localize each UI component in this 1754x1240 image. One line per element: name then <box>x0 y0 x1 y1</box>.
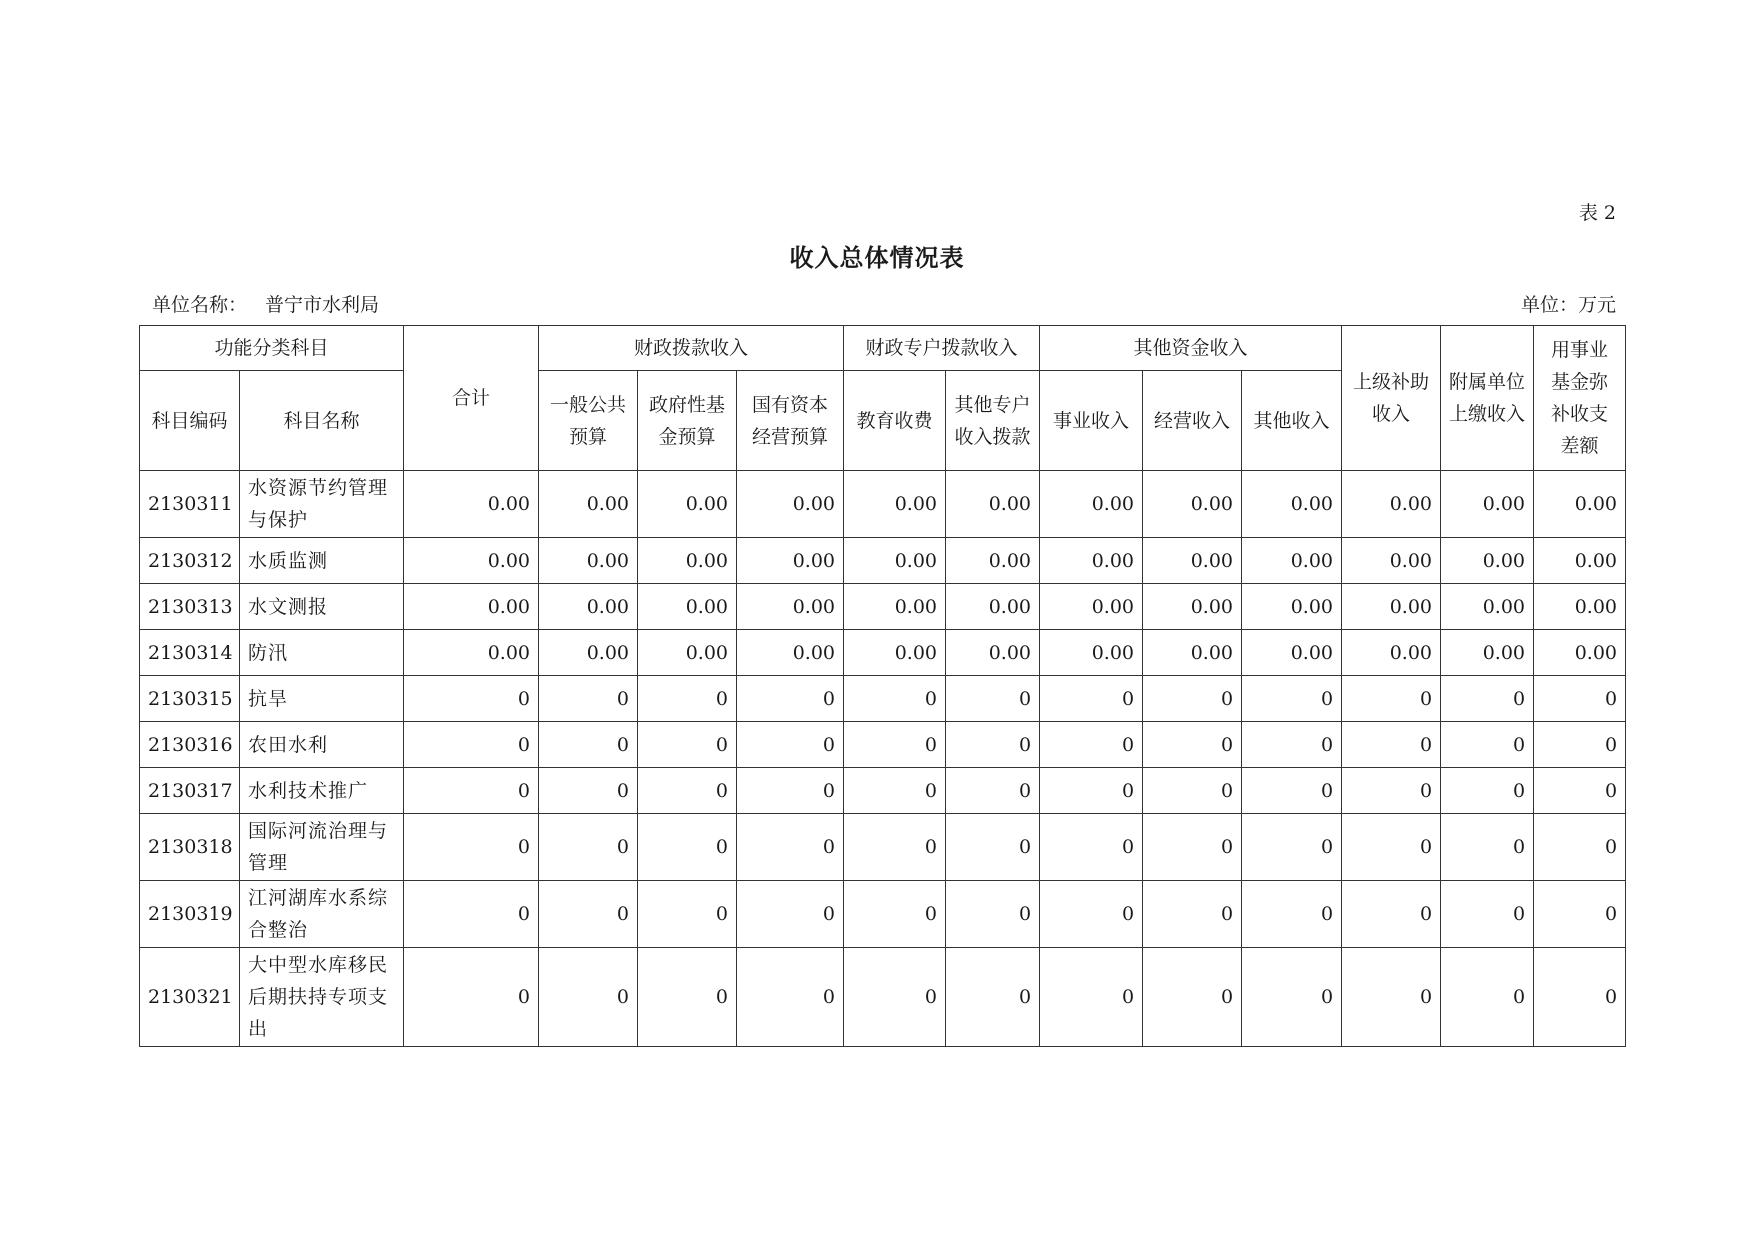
row-value: 0 <box>844 948 946 1047</box>
col-name: 科目名称 <box>240 371 404 471</box>
row-value: 0.00 <box>737 538 844 584</box>
col-general: 一般公共预算 <box>539 371 638 471</box>
row-name: 水文测报 <box>240 584 404 630</box>
row-value: 0 <box>1242 722 1342 768</box>
row-value: 0.00 <box>1342 630 1441 676</box>
row-name: 大中型水库移民后期扶持专项支出 <box>240 948 404 1047</box>
row-value: 0.00 <box>404 584 539 630</box>
row-value: 0 <box>737 768 844 814</box>
row-value: 0 <box>1040 768 1143 814</box>
table-row <box>140 814 1626 881</box>
row-value: 0 <box>1040 948 1143 1047</box>
row-value: 0 <box>1534 768 1626 814</box>
row-value: 0 <box>1242 814 1342 881</box>
row-value: 0 <box>404 722 539 768</box>
row-name: 国际河流治理与管理 <box>240 814 404 881</box>
row-value: 0 <box>737 676 844 722</box>
row-value: 0.00 <box>844 584 946 630</box>
row-code: 2130321 <box>140 948 240 1047</box>
row-value: 0 <box>404 814 539 881</box>
table-row <box>140 881 1626 948</box>
row-value: 0.00 <box>404 471 539 538</box>
row-value: 0.00 <box>1143 584 1242 630</box>
row-value: 0 <box>638 768 737 814</box>
row-value: 0.00 <box>946 630 1040 676</box>
col-other-income: 其他收入 <box>1242 371 1342 471</box>
unit-name-line <box>152 290 379 317</box>
row-value: 0.00 <box>844 630 946 676</box>
table-row <box>140 768 1626 814</box>
row-value: 0 <box>1342 814 1441 881</box>
row-value: 0 <box>1143 881 1242 948</box>
table-row <box>140 584 1626 630</box>
col-code: 科目编码 <box>140 371 240 471</box>
row-value: 0 <box>1143 676 1242 722</box>
row-value: 0 <box>1242 768 1342 814</box>
row-value: 0.00 <box>1040 630 1143 676</box>
row-value: 0.00 <box>1441 538 1534 584</box>
row-code: 2130315 <box>140 676 240 722</box>
row-value: 0 <box>1441 814 1534 881</box>
row-value: 0.00 <box>1143 630 1242 676</box>
row-code: 2130312 <box>140 538 240 584</box>
row-value: 0 <box>539 814 638 881</box>
row-value: 0.00 <box>1040 471 1143 538</box>
unit-name-value: 普宁市水利局 <box>265 294 380 316</box>
row-value: 0 <box>638 881 737 948</box>
row-value: 0 <box>737 814 844 881</box>
row-value: 0.00 <box>844 471 946 538</box>
row-value: 0 <box>638 948 737 1047</box>
row-value: 0.00 <box>1441 471 1534 538</box>
row-value: 0 <box>1441 881 1534 948</box>
col-fund-balance: 用事业基金弥补收支差额 <box>1534 326 1626 471</box>
row-value: 0.00 <box>638 538 737 584</box>
row-value: 0 <box>737 722 844 768</box>
row-value: 0 <box>844 768 946 814</box>
row-value: 0 <box>638 676 737 722</box>
row-value: 0 <box>1534 948 1626 1047</box>
row-value: 0 <box>1040 814 1143 881</box>
row-value: 0.00 <box>1143 471 1242 538</box>
row-value: 0.00 <box>1242 471 1342 538</box>
table-row <box>140 538 1626 584</box>
row-code: 2130319 <box>140 881 240 948</box>
row-value: 0 <box>1143 814 1242 881</box>
row-name: 农田水利 <box>240 722 404 768</box>
row-value: 0 <box>1534 722 1626 768</box>
row-value: 0.00 <box>1040 538 1143 584</box>
row-value: 0.00 <box>638 584 737 630</box>
row-value: 0 <box>946 948 1040 1047</box>
row-value: 0 <box>1342 948 1441 1047</box>
table-row <box>140 948 1626 1047</box>
row-name: 水质监测 <box>240 538 404 584</box>
row-value: 0.00 <box>737 471 844 538</box>
header-row-1 <box>140 326 1626 371</box>
col-operating: 经营收入 <box>1143 371 1242 471</box>
row-name: 抗旱 <box>240 676 404 722</box>
col-state-capital: 国有资本经营预算 <box>737 371 844 471</box>
row-value: 0.00 <box>539 471 638 538</box>
row-value: 0.00 <box>1441 584 1534 630</box>
col-affiliated: 附属单位上缴收入 <box>1441 326 1534 471</box>
row-value: 0 <box>1143 722 1242 768</box>
row-value: 0 <box>638 722 737 768</box>
row-value: 0.00 <box>1143 538 1242 584</box>
row-value: 0.00 <box>946 538 1040 584</box>
row-value: 0 <box>1441 722 1534 768</box>
row-name: 防汛 <box>240 630 404 676</box>
row-value: 0 <box>1242 676 1342 722</box>
row-value: 0 <box>1143 948 1242 1047</box>
row-value: 0 <box>1040 881 1143 948</box>
table-row <box>140 722 1626 768</box>
col-business: 事业收入 <box>1040 371 1143 471</box>
row-code: 2130318 <box>140 814 240 881</box>
row-value: 0.00 <box>1342 471 1441 538</box>
row-value: 0 <box>539 881 638 948</box>
row-value: 0 <box>737 948 844 1047</box>
row-value: 0 <box>1143 768 1242 814</box>
row-value: 0 <box>539 948 638 1047</box>
page-title: 收入总体情况表 <box>789 243 965 272</box>
row-name: 江河湖库水系综合整治 <box>240 881 404 948</box>
row-value: 0 <box>1441 676 1534 722</box>
row-value: 0.00 <box>1534 471 1626 538</box>
table-row <box>140 471 1626 538</box>
table-body <box>140 471 1626 1047</box>
row-value: 0.00 <box>1242 584 1342 630</box>
col-gov-fund: 政府性基金预算 <box>638 371 737 471</box>
income-summary-table <box>139 325 1626 1047</box>
col-fiscal-group: 财政拨款收入 <box>539 326 844 371</box>
row-value: 0 <box>539 768 638 814</box>
row-value: 0.00 <box>404 538 539 584</box>
row-code: 2130313 <box>140 584 240 630</box>
row-value: 0.00 <box>539 630 638 676</box>
row-value: 0 <box>404 676 539 722</box>
table-row <box>140 676 1626 722</box>
unit-name-label: 单位名称： <box>152 294 248 316</box>
row-value: 0 <box>737 881 844 948</box>
row-value: 0 <box>946 768 1040 814</box>
row-value: 0.00 <box>1342 538 1441 584</box>
row-value: 0 <box>404 948 539 1047</box>
row-value: 0 <box>1040 676 1143 722</box>
row-value: 0 <box>1342 722 1441 768</box>
row-value: 0 <box>1534 676 1626 722</box>
row-code: 2130314 <box>140 630 240 676</box>
col-func-group: 功能分类科目 <box>140 326 404 371</box>
row-value: 0 <box>946 881 1040 948</box>
row-value: 0 <box>638 814 737 881</box>
row-value: 0 <box>404 881 539 948</box>
row-value: 0.00 <box>1534 584 1626 630</box>
col-other-special: 其他专户收入拨款 <box>946 371 1040 471</box>
row-value: 0 <box>1342 676 1441 722</box>
table-row <box>140 630 1626 676</box>
row-value: 0.00 <box>1040 584 1143 630</box>
row-value: 0 <box>1441 948 1534 1047</box>
row-value: 0 <box>844 722 946 768</box>
col-total: 合计 <box>404 326 539 471</box>
row-value: 0 <box>1040 722 1143 768</box>
row-value: 0.00 <box>844 538 946 584</box>
row-name: 水利技术推广 <box>240 768 404 814</box>
row-value: 0 <box>844 881 946 948</box>
row-value: 0.00 <box>539 538 638 584</box>
row-value: 0 <box>844 814 946 881</box>
row-value: 0 <box>1534 881 1626 948</box>
row-value: 0.00 <box>1441 630 1534 676</box>
row-value: 0 <box>946 722 1040 768</box>
row-value: 0.00 <box>946 584 1040 630</box>
row-value: 0 <box>1242 881 1342 948</box>
row-code: 2130311 <box>140 471 240 538</box>
col-edu-fee: 教育收费 <box>844 371 946 471</box>
row-value: 0 <box>1342 768 1441 814</box>
row-value: 0.00 <box>737 584 844 630</box>
row-name: 水资源节约管理与保护 <box>240 471 404 538</box>
row-value: 0.00 <box>737 630 844 676</box>
row-value: 0.00 <box>1242 630 1342 676</box>
row-value: 0 <box>1534 814 1626 881</box>
row-value: 0 <box>844 676 946 722</box>
row-value: 0 <box>1242 948 1342 1047</box>
row-value: 0 <box>404 768 539 814</box>
row-value: 0 <box>1342 881 1441 948</box>
row-value: 0.00 <box>638 471 737 538</box>
col-other-group: 其他资金收入 <box>1040 326 1342 371</box>
row-value: 0.00 <box>1242 538 1342 584</box>
row-value: 0 <box>539 722 638 768</box>
row-value: 0 <box>946 814 1040 881</box>
currency-unit: 单位：万元 <box>1520 294 1616 316</box>
row-value: 0.00 <box>539 584 638 630</box>
row-value: 0.00 <box>1534 630 1626 676</box>
table-number: 表 2 <box>1578 202 1616 224</box>
row-value: 0 <box>1441 768 1534 814</box>
row-value: 0.00 <box>946 471 1040 538</box>
col-special-group: 财政专户拨款收入 <box>844 326 1040 371</box>
row-value: 0.00 <box>1342 584 1441 630</box>
row-value: 0.00 <box>404 630 539 676</box>
col-superior: 上级补助收入 <box>1342 326 1441 471</box>
row-value: 0.00 <box>1534 538 1626 584</box>
row-value: 0 <box>539 676 638 722</box>
row-value: 0 <box>946 676 1040 722</box>
row-code: 2130317 <box>140 768 240 814</box>
row-value: 0.00 <box>638 630 737 676</box>
row-code: 2130316 <box>140 722 240 768</box>
